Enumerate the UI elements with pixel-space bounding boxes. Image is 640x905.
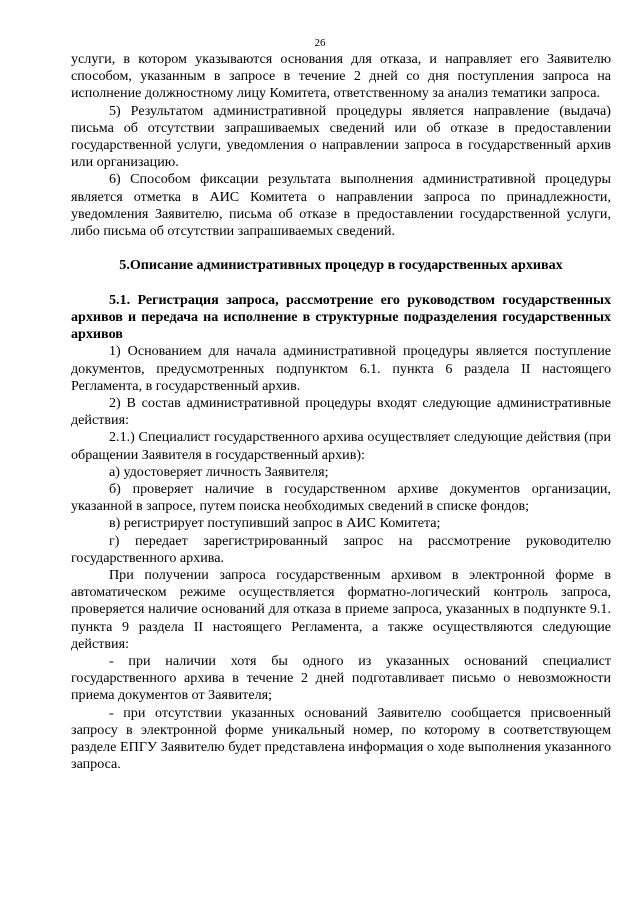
list-item: г) передает зарегистрированный запрос на рассмотрение руководителю государственного архива. (71, 532, 611, 566)
paragraph: 6) Способом фиксации результата выполнения административной процедуры является отметка в АИС Комитета о направлении запроса по принадлежности, уведомления Заявителю, письма об отказе в предоставлении государственной услуги, либо письма об отсутствии запрашиваемых сведений. (71, 171, 611, 240)
list-item: а) удостоверяет личность Заявителя; (109, 463, 329, 480)
page-content (71, 51, 611, 774)
paragraph: 2) В состав административной процедуры входят следующие административные действия: (71, 395, 611, 429)
paragraph: 2.1.) Специалист государственного архива осуществляет следующие действия (при обращении Заявителя в государственный архив): (71, 429, 611, 463)
paragraph: 1) Основанием для начала административной процедуры является поступление документов, предусмотренных подпунктом 6.1. пункта 6 раздела II настоящего Регламента, в государственный архив. (71, 343, 611, 394)
list-item: - при наличии хотя бы одного из указанных оснований специалист государственного архива в течение 2 дней подготавливает письмо о невозможности приема документов от Заявителя; (71, 653, 611, 704)
paragraph: услуги, в котором указываются основания для отказа, и направляет его Заявителю способом, указанным в запросе в течение 2 дней со дня поступления запроса на исполнение должностному лицу Комитета, ответственному за анализ тематики запроса. (71, 51, 611, 102)
list-item: б) проверяет наличие в государственном архиве документов организации, указанной в запросе, путем поиска необходимых сведений в списке фондов; (71, 481, 611, 515)
list-item: - при отсутствии указанных оснований Заявителю сообщается присвоенный запросу в электронной форме уникальный номер, по которому в соответствующем разделе ЕПГУ Заявителю будет представлена информация о ходе выполнения указанного запроса. (71, 704, 611, 773)
paragraph: При получении запроса государственным архивом в электронной форме в автоматическом режиме осуществляется форматно-логический контроль запроса, проверяется наличие оснований для отказа в приеме запроса, указанных в подпункте 9.1. пункта 9 раздела II настоящего Регламента, а также осуществляются следующие действия: (71, 567, 611, 652)
page-number: 26 (314, 37, 326, 49)
subsection-heading: 5.1. Регистрация запроса, рассмотрение его руководством государственных архивов и передача на исполнение в структурные подразделения государственных архивов (71, 291, 611, 343)
list-item: в) регистрирует поступивший запрос в АИС Комитета; (109, 515, 441, 532)
section-heading: 5.Описание административных процедур в государственных архивах (119, 257, 563, 274)
paragraph: 5) Результатом административной процедуры является направление (выдача) письма об отсутствии запрашиваемых сведений или об отказе в предоставлении государственной услуги, уведомления о направлении запроса в государственный архив или организацию. (71, 102, 611, 171)
